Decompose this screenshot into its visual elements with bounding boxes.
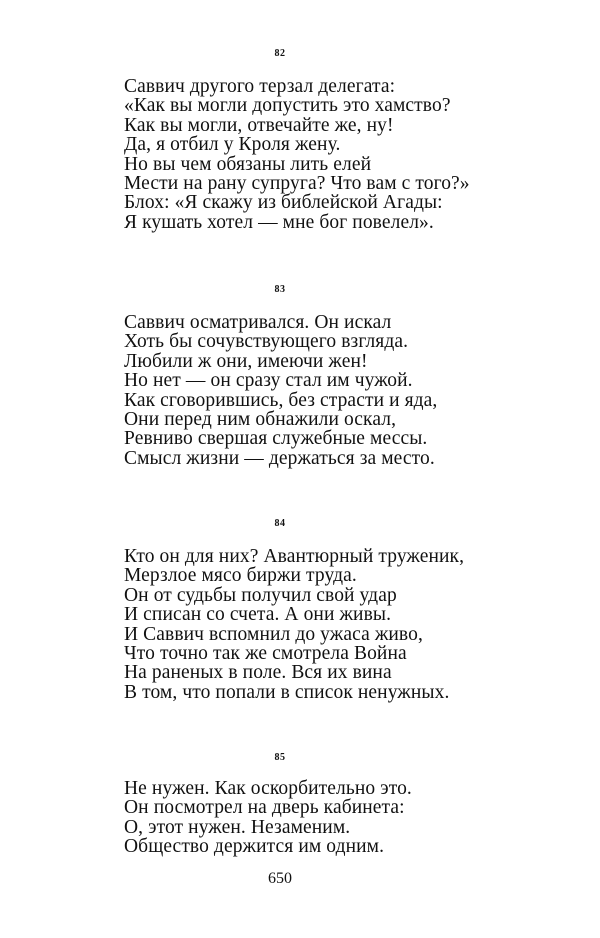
stanza-number: 83 [274, 284, 286, 295]
stanza [124, 779, 594, 857]
verse-line: Но нет — он сразу стал им чужой. [124, 370, 413, 392]
verse-line: Общество держится им одним. [124, 836, 385, 858]
verse-line: Любили ж они, имеючи жен! [124, 350, 368, 372]
verse-line: На раненых в поле. Вся их вина [124, 662, 392, 684]
verse-line: Как сговорившись, без страсти и яда, [124, 389, 438, 411]
verse-line: И списан со счета. А они живы. [124, 604, 392, 626]
verse-line: Хоть бы сочувствующего взгляда. [124, 331, 409, 353]
verse-line: Саввич другого терзал делегата: [124, 76, 396, 97]
verse-line: Ревниво свершая служебные мессы. [124, 428, 428, 450]
verse-line: И Саввич вспомнил до ужаса живо, [124, 623, 423, 645]
verse-line: Он от судьбы получил свой удар [124, 584, 397, 606]
verse-line: Как вы могли, отвечайте же, ну! [124, 114, 394, 136]
verse-line: Что точно так же смотрела Война [124, 643, 407, 665]
stanza-number: 85 [274, 752, 286, 763]
stanza-number: 84 [274, 518, 286, 529]
stanza [124, 77, 594, 232]
verse-line: «Как вы могли допустить это хамство? [124, 95, 451, 117]
stanza-number: 82 [274, 48, 286, 59]
verse-line: Мерзлое мясо биржи труда. [124, 565, 357, 587]
verse-line: Кто он для них? Авантюрный труженик, [124, 546, 465, 567]
stanza [124, 547, 594, 702]
verse-line: Не нужен. Как оскорбительно это. [124, 778, 412, 799]
verse-line: Да, я отбил у Кроля жену. [124, 134, 341, 156]
verse-line: Блох: «Я скажу из библейской Агады: [124, 192, 443, 214]
verse-line: Я кушать хотел — мне бог повелел». [124, 211, 434, 233]
verse-line: Он посмотрел на дверь кабинета: [124, 797, 405, 819]
verse-line: Они перед ним обнажили оскал, [124, 409, 397, 431]
verse-line: В том, что попали в список ненужных. [124, 681, 450, 703]
page-number: 650 [268, 870, 292, 887]
verse-line: Саввич осматривался. Он искал [124, 312, 392, 333]
verse-line: Но вы чем обязаны лить елей [124, 153, 372, 175]
verse-line: Мести на рану супруга? Что вам с того?» [124, 173, 470, 195]
stanza [124, 313, 594, 468]
verse-line: О, этот нужен. Незаменим. [124, 816, 351, 838]
verse-line: Смысл жизни — держаться за место. [124, 447, 435, 469]
